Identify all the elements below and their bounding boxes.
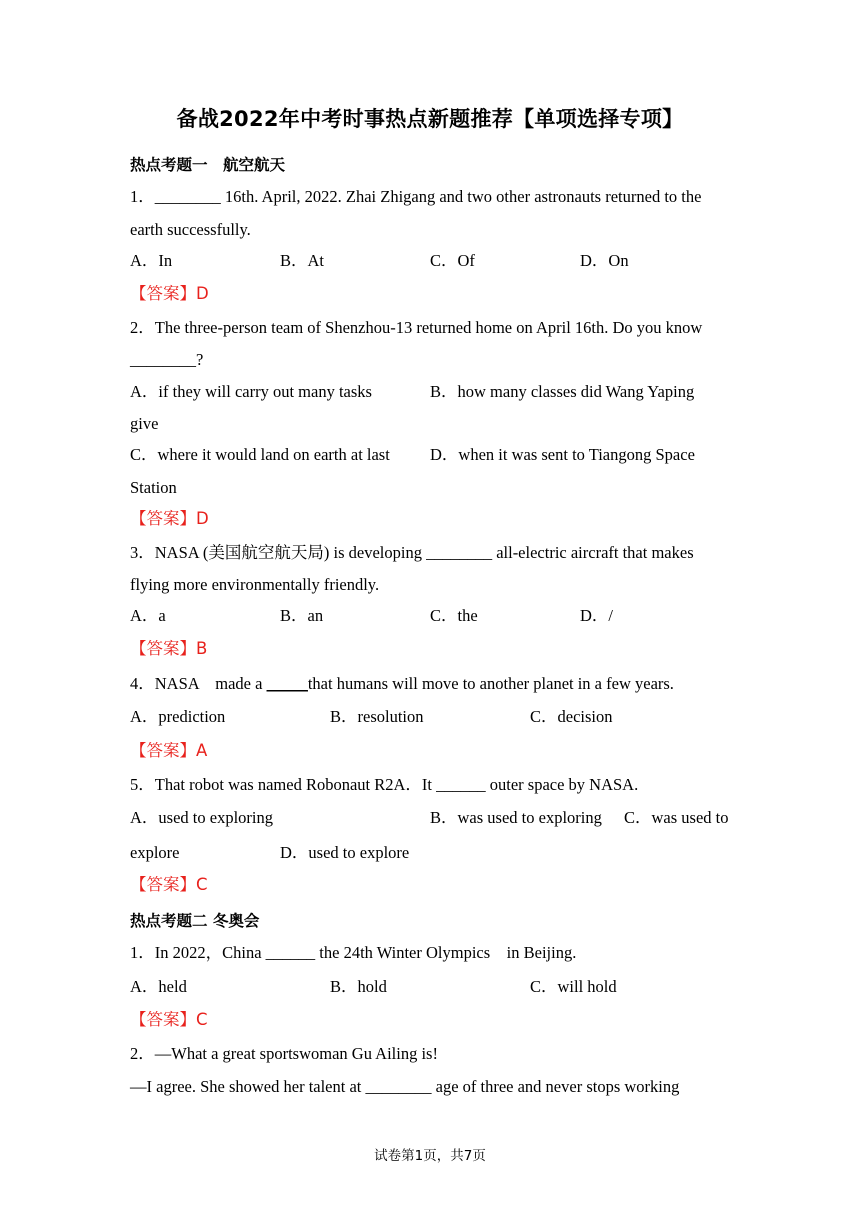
section-heading-winter-olympics: 热点考题二 冬奥会: [130, 912, 260, 930]
q3-option-c: C．the: [430, 606, 478, 625]
q2-answer: 【答案】D: [130, 509, 209, 528]
question-5-stem: 5．That robot was named Robonaut R2A．It ______ outer space by NASA.: [130, 775, 639, 794]
q2-option-b: B．how many classes did Wang Yaping: [430, 382, 695, 401]
q1-option-a: A．In: [130, 251, 173, 270]
q5-answer: 【答案】C: [130, 875, 208, 894]
q5-option-c: C．was used to: [624, 808, 729, 827]
question-3-stem: 3．NASA (美国航空航天局) is developing ________ all-electric aircraft that makes: [130, 543, 694, 562]
section-heading-aerospace: 热点考题一 航空航天: [130, 156, 286, 174]
q3-option-d: D．/: [580, 606, 613, 625]
q2-option-c: C．where it would land on earth at last: [130, 445, 390, 464]
q2-option-d: D．when it was sent to Tiangong Space: [430, 445, 695, 464]
question-7-stem: 2．—What a great sportswoman Gu Ailing is!: [130, 1044, 438, 1063]
q1-option-b: B．At: [280, 251, 325, 270]
q1-option-c: C．Of: [430, 251, 475, 270]
q3-answer: 【答案】B: [130, 639, 208, 658]
q4-option-c: C．decision: [530, 707, 613, 726]
q4-option-a: A．prediction: [130, 707, 226, 726]
page-footer: 试卷第1页，共7页: [374, 1148, 486, 1164]
question-2-stem: 2．The three-person team of Shenzhou-13 returned home on April 16th. Do you know: [130, 318, 703, 337]
q1-option-d: D．On: [580, 251, 629, 270]
q4-stem-post: that humans will move to another planet in a few years.: [307, 674, 674, 693]
q5-option-d: D．used to explore: [280, 843, 410, 862]
question-6-stem: 1．In 2022，China ______ the 24th Winter Olympics in Beijing.: [130, 943, 577, 962]
q5-option-b: B．was used to exploring: [430, 808, 602, 827]
page-title: 备战2022年中考时事热点新题推荐【单项选择专项】: [176, 107, 684, 131]
q2-option-d-wrap: Station: [130, 478, 177, 497]
question-4-stem: [130, 674, 674, 694]
q2-option-b-wrap: give: [130, 414, 159, 433]
question-7-stem-cont: —I agree. She showed her talent at ________ age of three and never stops working: [130, 1077, 680, 1096]
q5-option-c-wrap: explore: [130, 843, 180, 862]
q6-option-c: C．will hold: [530, 977, 617, 996]
q4-option-b: B．resolution: [330, 707, 424, 726]
q6-answer: 【答案】C: [130, 1010, 208, 1029]
question-3-stem-cont: flying more environmentally friendly.: [130, 575, 380, 594]
q4-stem-pre: 4．NASA made a: [130, 674, 267, 693]
question-1-stem-cont: earth successfully.: [130, 220, 251, 239]
q6-option-b: B．hold: [330, 977, 387, 996]
question-2-stem-cont: ________?: [130, 350, 204, 369]
q1-answer: 【答案】D: [130, 284, 209, 303]
q5-option-a: A．used to exploring: [130, 808, 273, 827]
q4-blank: _____: [266, 674, 308, 693]
q4-answer: 【答案】A: [130, 741, 208, 760]
q3-option-a: A．a: [130, 606, 166, 625]
q6-option-a: A．held: [130, 977, 187, 996]
q2-option-a: A．if they will carry out many tasks: [130, 382, 372, 401]
question-1-stem: 1．________ 16th. April, 2022. Zhai Zhigang and two other astronauts returned to the: [130, 187, 702, 206]
q3-option-b: B．an: [280, 606, 324, 625]
